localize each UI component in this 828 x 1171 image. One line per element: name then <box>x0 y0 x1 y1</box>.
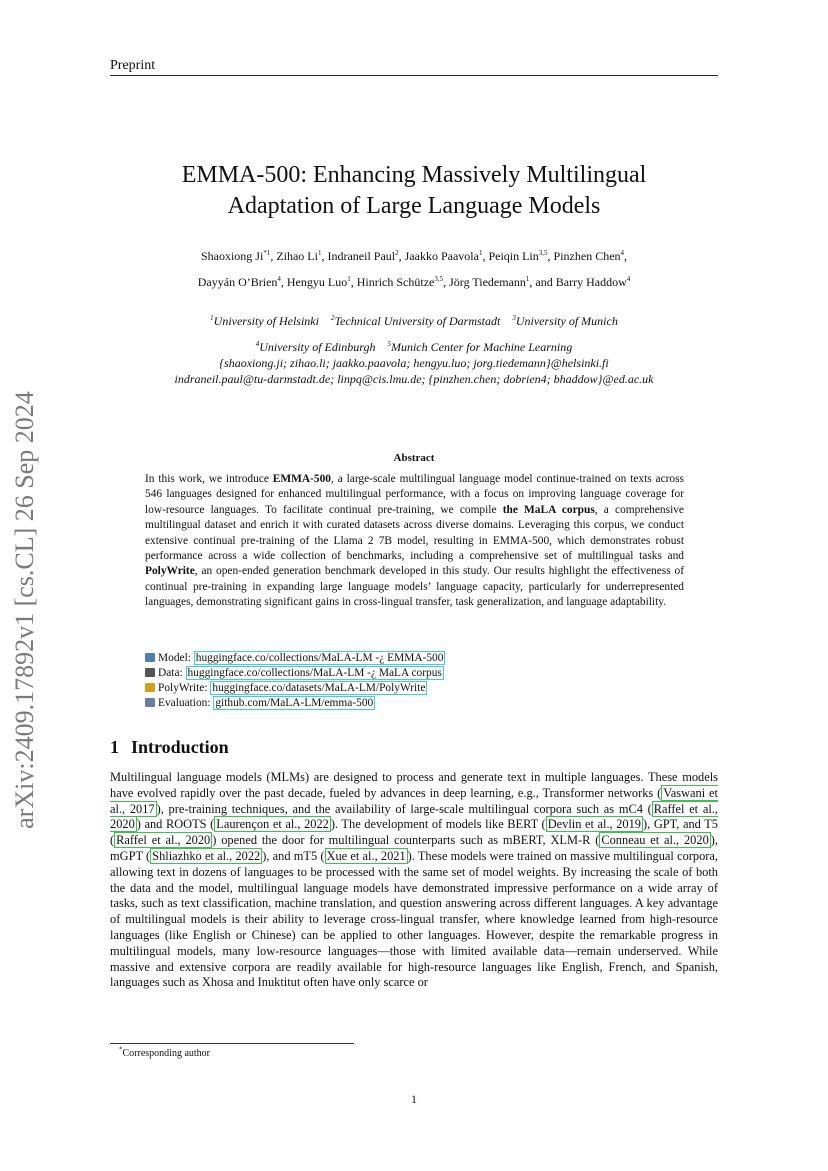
footnote: *Corresponding author <box>119 1045 210 1059</box>
citation-link[interactable]: Shliazhko et al., 2022 <box>152 848 261 863</box>
author-separator: , <box>624 249 628 263</box>
author-separator: , <box>280 275 287 289</box>
body-text: ), mGPT ( <box>110 833 719 863</box>
author-affiliation-mark: 1 <box>478 249 483 257</box>
author-affiliation-mark: 4 <box>620 249 625 257</box>
data-icon <box>145 668 155 677</box>
body-text: ), GPT, and T5 ( <box>110 817 718 848</box>
resource-label: PolyWrite: <box>158 682 211 694</box>
citation-link[interactable]: Conneau et al., 2020 <box>601 833 709 848</box>
affiliation: $^4$University of Edinburgh <box>255 340 376 354</box>
body-text: ) and ROOTS ( <box>136 817 215 832</box>
author-name: Zihao Li <box>276 249 318 263</box>
citation-link[interactable]: Vaswani et al., 2017 <box>110 785 718 816</box>
resource-model <box>145 651 445 666</box>
header-rule <box>110 75 718 76</box>
author-name: Jörg Tiedemann <box>449 275 526 289</box>
citation-link[interactable]: Raffel et al., 2020 <box>110 801 718 832</box>
body-text: ). The development of models like BERT ( <box>330 817 546 832</box>
body-text: ), and mT5 ( <box>262 848 325 863</box>
section-number: 1 <box>110 737 119 757</box>
resource-data <box>145 666 444 681</box>
emails-line-2: indraneil.paul@tu-darmstadt.de; linpq@cis.lmu.de; {pinzhen.chen; dobrien4; bhaddow}@ed.ac.uk <box>174 372 654 386</box>
author-affiliation-mark: 4 <box>277 275 281 283</box>
resource-label: Evaluation: <box>158 697 214 709</box>
affiliation: $^5$Munich Center for Machine Learning <box>387 340 573 354</box>
paper-title <box>110 160 718 222</box>
author-list-line-2 <box>110 275 718 290</box>
evaluation-icon <box>145 698 155 707</box>
abstract-body: In this work, we introduce EMMA-500, a large-scale multilingual language model continue-trained on texts across 546 languages designed for enhanced multilingual performance, with a focus on improving language coverage for low-resource languages. To facilitate continual pre-training, we compile the MaLA corpus, a comprehensive multilingual dataset and enrich it with curated datasets across diverse domains. Leveraging this corpus, we conduct extensive continual pre-training of the Llama 2 7B model, resulting in EMMA-500, which demonstrates robust performance across a wide collection of benchmarks, including a comprehensive set of multilingual tasks and PolyWrite, an open-ended generation benchmark developed in this study. Our results highlight the effectiveness of continual pre-training in expanding large language models’ language capacity, particularly for underrepresented languages, demonstrating significant gains in cross-lingual transfer, task generalization, and language adaptability. <box>145 473 684 609</box>
affiliation: $^2$Technical University of Darmstadt <box>330 314 501 328</box>
author-separator: , <box>398 249 405 263</box>
resource-evaluation <box>145 696 375 711</box>
introduction-paragraph <box>110 770 718 991</box>
title-line-2: Adaptation of Large Language Models <box>227 193 601 219</box>
author-separator: , <box>350 275 357 289</box>
emails-line-1: {shaoxiong.ji; zihao.li; jaakko.paavola; hengyu.luo; jorg.tiedemann}@helsinki.fi <box>219 356 609 370</box>
affiliation: $^1$University of Helsinki <box>210 314 319 328</box>
affiliations-line-1 <box>110 314 718 329</box>
author-separator: , <box>482 249 489 263</box>
section-title: Introduction <box>131 737 229 757</box>
affiliation: $^3$University of Munich <box>512 314 618 328</box>
pencil-icon <box>145 683 155 692</box>
author-name: Indraneil Paul <box>327 249 396 263</box>
arxiv-identifier: arXiv:2409.17892v1 [cs.CL] 26 Sep 2024 <box>10 391 39 829</box>
title-line-1: EMMA-500: Enhancing Massively Multilingual <box>181 162 647 188</box>
author-name: Peiqin Lin <box>488 249 539 263</box>
body-text: ) opened the door for multilingual counterparts such as mBERT, XLM-R ( <box>212 833 600 848</box>
author-affiliation-mark: 1 <box>317 249 322 257</box>
body-text: Multilingual language models (MLMs) are designed to process and generate text in multiple languages. These models have evolved rapidly over the past decade, fueled by advances in deep learning, e.g., Transformer networks ( <box>110 770 718 800</box>
resource-label: Model: <box>158 652 194 664</box>
author-name: Barry Haddow <box>555 275 627 289</box>
author-name: Pinzhen Chen <box>553 249 621 263</box>
author-separator: , <box>547 249 554 263</box>
evaluation-link[interactable]: github.com/MaLA-LM/emma-500 <box>215 697 374 709</box>
author-name: Jaakko Paavola <box>404 249 479 263</box>
resource-label: Data: <box>158 667 186 679</box>
author-affiliation-mark: 4 <box>626 275 631 283</box>
author-affiliation-mark: 3,5 <box>538 249 548 257</box>
abstract-heading: Abstract <box>393 452 435 464</box>
author-affiliation-mark: 2 <box>395 249 399 257</box>
page-number: 1 <box>411 1092 417 1106</box>
citation-link[interactable]: Xue et al., 2021 <box>326 848 406 863</box>
model-link[interactable]: huggingface.co/collections/MaLA-LM -¿ EMMA-500 <box>195 652 444 664</box>
author-name: Hengyu Luo <box>286 275 348 289</box>
author-affiliation-mark: 3,5 <box>434 275 444 283</box>
author-separator: , <box>270 249 277 263</box>
author-affiliation-mark: 1 <box>525 275 530 283</box>
section-heading-introduction <box>110 737 229 758</box>
citation-link[interactable]: Raffel et al., 2020 <box>116 833 211 848</box>
citation-link[interactable]: Devlin et al., 2019 <box>547 817 642 832</box>
author-separator: , <box>443 275 450 289</box>
running-head: Preprint <box>110 58 156 73</box>
author-affiliation-mark: *1 <box>263 249 271 257</box>
author-separator: , <box>321 249 328 263</box>
citation-link[interactable]: Laurençon et al., 2022 <box>216 817 329 832</box>
resource-polywrite <box>145 681 427 696</box>
body-text: ). These models were trained on massive multilingual corpora, allowing text in dozens of languages to be processed with the same set of model weights. By increasing the scale of both the data and the model, multilingual language models have demonstrated impressive performance on a wide array of tasks, such as text classification, machine translation, and question answering across different languages. A key advantage of multilingual models is their ability to leverage cross-lingual transfer, where knowledge learned from high-resource languages (like English or Chinese) can be applied to other languages. However, despite the remarkable progress in multilingual models, many low-resource languages—those with limited available data—remain underserved. While massive and extensive corpora are readily available for high-resource languages like English, French, and Spanish, languages such as Xhosa and Inuktitut often have only scarce or <box>110 848 719 990</box>
author-name: Dayyán O’Brien <box>197 275 278 289</box>
body-text: ), pre-training techniques, and the availability of large-scale multilingual corpora such as mC4 ( <box>156 801 652 816</box>
author-name: Shaoxiong Ji <box>200 249 264 263</box>
data-link[interactable]: huggingface.co/collections/MaLA-LM -¿ MaLA corpus <box>187 667 442 679</box>
polywrite-link[interactable]: huggingface.co/datasets/MaLA-LM/PolyWrite <box>212 682 426 694</box>
footnote-rule <box>110 1043 354 1044</box>
author-name: Hinrich Schütze <box>356 275 435 289</box>
author-list-line-1 <box>110 249 718 264</box>
author-affiliation-mark: 1 <box>347 275 351 283</box>
affiliations-line-2 <box>110 340 718 355</box>
model-icon <box>145 653 155 662</box>
author-separator: , and <box>529 275 556 289</box>
